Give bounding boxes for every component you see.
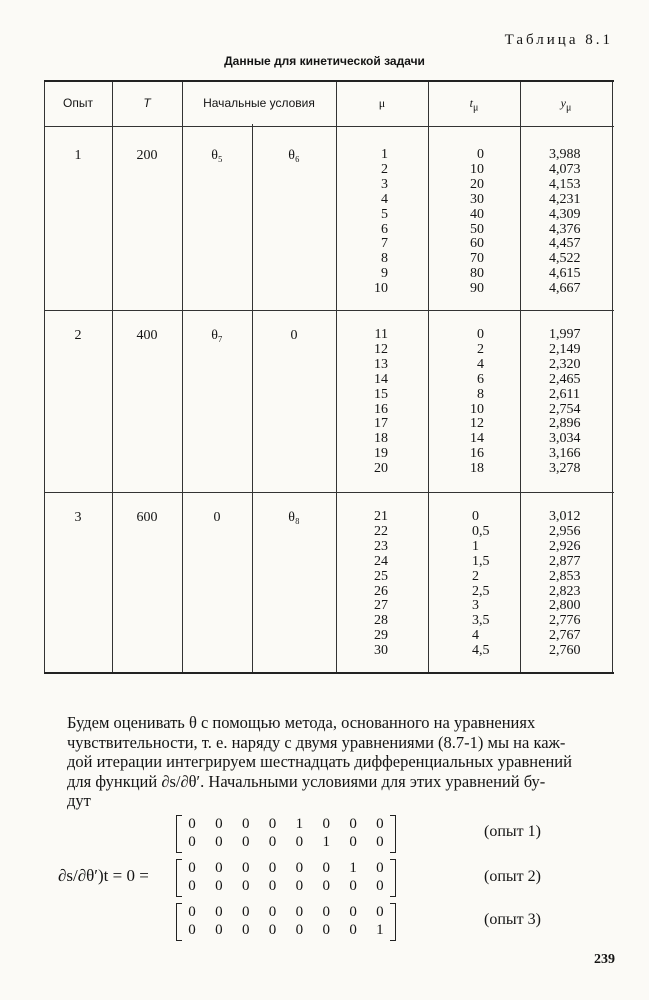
paragraph-line: дой итерации интегрируем шестнадцать дифференциальных уравнений xyxy=(67,752,572,771)
header-mu: μ xyxy=(378,96,386,110)
matrix-row: 0 0 0 0 0 0 0 0 xyxy=(188,904,384,920)
group1-experiment: 1 xyxy=(74,148,82,163)
paragraph-line: Будем оценивать θ с помощью метода, основанного на уравнениях xyxy=(67,713,536,732)
table-column-rule xyxy=(336,82,337,672)
paragraph-line: чувствительности, т. е. наряду с двумя уравнениями (8.7-1) мы на каж- xyxy=(67,732,566,752)
group1-ic2: θ₆ xyxy=(288,148,300,163)
group3-ic2: θ₈ xyxy=(288,510,300,525)
table-number: Таблица 8.1 xyxy=(504,32,613,48)
table-column-rule xyxy=(112,82,113,672)
group2-ic2: 0 xyxy=(290,328,298,343)
table-group-rule xyxy=(44,310,614,311)
group3-mu-column: 21 22 23 24 25 26 27 28 29 30 xyxy=(374,509,388,659)
group1-temperature: 200 xyxy=(136,148,158,163)
table-border-right xyxy=(612,82,613,672)
table-column-rule xyxy=(428,82,429,672)
paragraph-line: для функций ∂s/∂θ′. Начальными условиями для этих уравнений бу- xyxy=(67,771,546,791)
header-t-mu: $t_\mu$ xyxy=(469,96,479,114)
matrix-experiment-3 xyxy=(176,903,396,941)
group3-experiment: 3 xyxy=(74,510,82,525)
group3-t-column: 0 0,5 1 1,5 2 2,5 3 3,5 4 4,5 xyxy=(472,509,490,659)
table-title: Данные для кинетической задачи xyxy=(224,54,425,68)
group3-ic1: 0 xyxy=(213,510,221,525)
group2-experiment: 2 xyxy=(74,328,82,343)
group2-mu-column: 11 12 13 14 15 16 17 18 19 20 xyxy=(374,327,388,477)
table-column-rule xyxy=(520,82,521,672)
group1-y-column: 3,988 4,073 4,153 4,231 4,309 4,376 4,457 4,522 4,615 4,667 xyxy=(549,147,581,297)
header-experiment: Опыт xyxy=(63,96,93,110)
equation-label: ∂s/∂θ′)t = 0 = xyxy=(58,866,149,885)
matrix-row: 0 0 0 0 0 0 0 0 xyxy=(188,878,384,894)
table-group-rule xyxy=(44,492,614,493)
header-y-mu: $y_\mu$ xyxy=(560,96,572,114)
table-border-left xyxy=(44,82,45,672)
data-table xyxy=(44,80,614,674)
matrix-row: 0 0 0 0 1 0 0 0 xyxy=(188,816,384,832)
group1-t-column: 0 10 20 30 40 50 60 70 80 90 xyxy=(470,147,484,297)
header-temperature: T xyxy=(143,96,151,110)
group2-t-column: 0 2 4 6 8 10 12 14 16 18 xyxy=(470,327,484,477)
paragraph-line: дут xyxy=(67,791,91,810)
group2-ic1: θ₇ xyxy=(211,328,223,343)
matrix-row: 0 0 0 0 0 0 1 0 xyxy=(188,860,384,876)
group3-temperature: 600 xyxy=(136,510,158,525)
matrix-experiment-1 xyxy=(176,815,396,853)
matrix-note-2: (опыт 2) xyxy=(484,868,541,885)
matrix-experiment-2 xyxy=(176,859,396,897)
matrix-note-1: (опыт 1) xyxy=(484,823,541,840)
table-header-rule xyxy=(44,126,614,127)
table-column-rule xyxy=(252,124,253,672)
matrix-note-3: (опыт 3) xyxy=(484,911,541,928)
table-column-rule xyxy=(182,82,183,672)
group2-y-column: 1,997 2,149 2,320 2,465 2,611 2,754 2,896 3,034 3,166 3,278 xyxy=(549,327,581,477)
body-paragraph xyxy=(67,713,617,811)
group1-mu-column: 1 2 3 4 5 6 7 8 9 10 xyxy=(374,147,388,297)
group3-y-column: 3,012 2,956 2,926 2,877 2,853 2,823 2,800 2,776 2,767 2,760 xyxy=(549,509,581,659)
matrix-row: 0 0 0 0 0 1 0 0 xyxy=(188,834,384,850)
group2-temperature: 400 xyxy=(136,328,158,343)
matrix-row: 0 0 0 0 0 0 0 1 xyxy=(188,922,384,938)
header-initial-conditions: Начальные условия xyxy=(203,96,315,110)
page-number: 239 xyxy=(594,952,615,967)
group1-ic1: θ₅ xyxy=(211,148,223,163)
